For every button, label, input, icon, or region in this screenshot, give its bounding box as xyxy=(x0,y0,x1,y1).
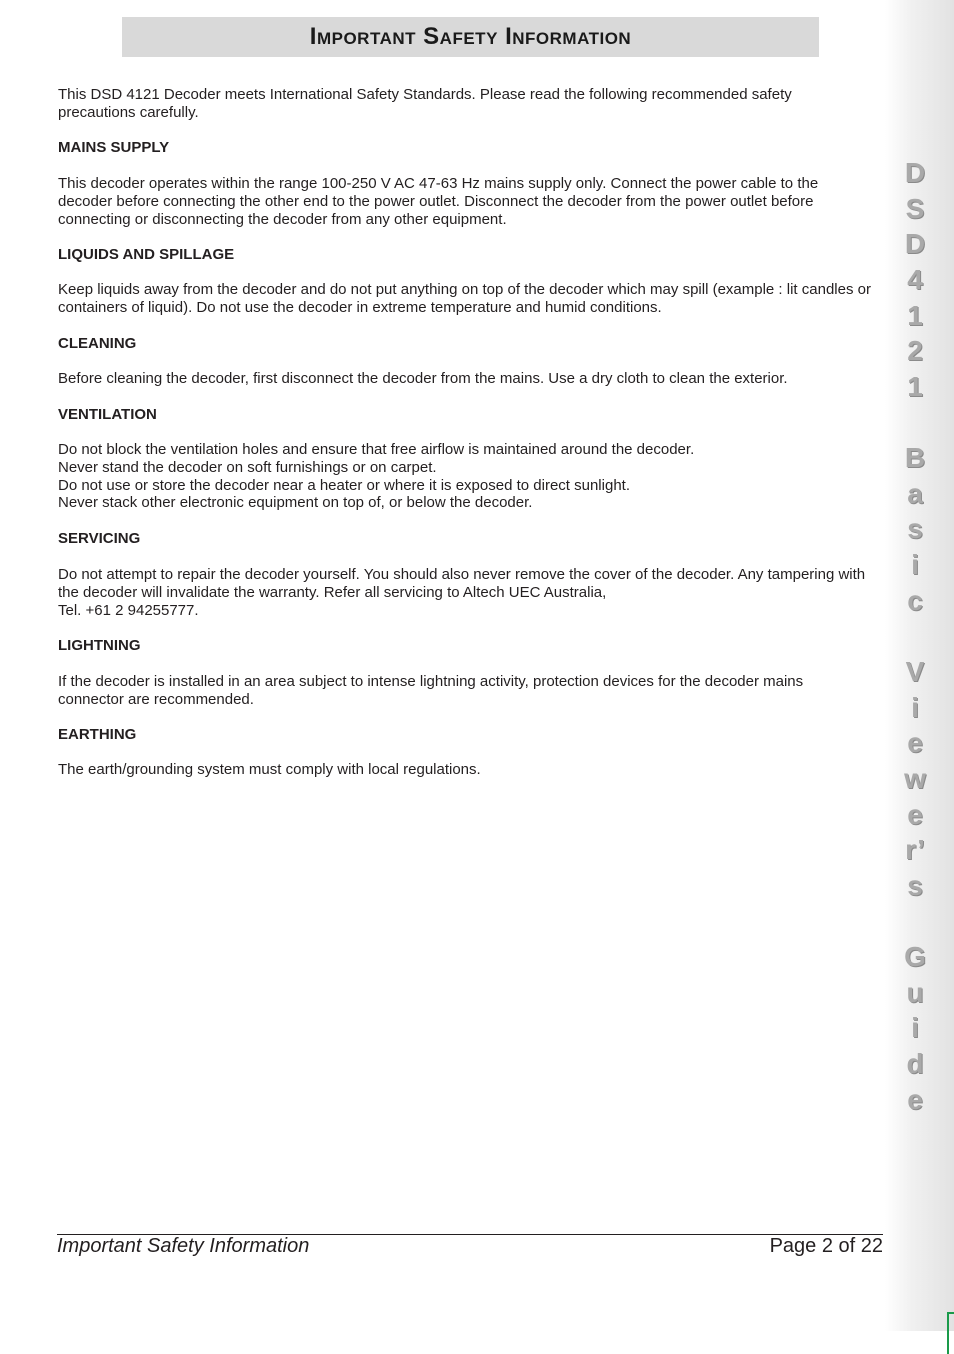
section-line: Never stand the decoder on soft furnishings or on carpet. xyxy=(58,458,437,476)
section-line: Never stack other electronic equipment on top of, or below the decoder. xyxy=(58,494,533,512)
side-title-letter: S xyxy=(905,192,925,224)
section-heading: SERVICING xyxy=(58,530,141,547)
side-title-letter: 1 xyxy=(907,299,923,331)
side-title-letter xyxy=(895,903,935,939)
section-body xyxy=(58,441,873,512)
section-line: Do not block the ventilation holes and ensure that free airflow is maintained around the decoder. xyxy=(58,441,695,458)
side-title-letter: e xyxy=(907,1083,923,1115)
page-number: Page 2 of 22 xyxy=(769,1235,883,1257)
side-title-letter: u xyxy=(906,976,924,1008)
section-line: This decoder operates within the range 100-250 V AC 47-63 Hz mains supply only. Connect the power cable to the decoder before connecting the other end to the power outlet. Disconnect the decoder from the power outlet before connecting or disconnecting the decoder from any other equipment. xyxy=(58,175,819,228)
title-bar xyxy=(122,17,819,57)
section-body xyxy=(58,370,873,388)
section-body xyxy=(58,175,873,228)
side-title-letter: s xyxy=(907,513,923,545)
side-title-letter xyxy=(895,618,935,654)
section-line: Tel. +61 2 94255777. xyxy=(58,601,199,619)
section-body xyxy=(58,673,873,709)
side-title-letter: i xyxy=(911,549,919,581)
section-body xyxy=(58,761,873,779)
section-heading: EARTHING xyxy=(58,726,137,743)
side-title-letter: c xyxy=(907,584,923,616)
section-body xyxy=(58,566,873,619)
section-heading: CLEANING xyxy=(58,335,137,352)
section-heading: LIQUIDS AND SPILLAGE xyxy=(58,246,235,263)
section-heading: MAINS SUPPLY xyxy=(58,139,170,156)
side-title-vertical xyxy=(895,155,935,1117)
side-title-letter: B xyxy=(904,442,926,474)
side-title-letter: w xyxy=(904,762,926,794)
footer-section-title: Important Safety Information xyxy=(57,1235,310,1257)
side-title-letter: i xyxy=(911,691,919,723)
side-title-letter: D xyxy=(904,228,926,260)
section-line: The earth/grounding system must comply with local regulations. xyxy=(58,761,481,778)
side-title-letter: G xyxy=(904,941,926,973)
page-title: Important Safety Information xyxy=(309,23,632,50)
section-line: Keep liquids away from the decoder and do not put anything on top of the decoder which may spill (example : lit candles or containers of liquid). Do not use the decoder in extreme temperature and humid conditions. xyxy=(58,281,871,316)
side-title-letter: 2 xyxy=(907,335,923,367)
section-line: Before cleaning the decoder, first disconnect the decoder from the mains. Use a dry cloth to clean the exterior. xyxy=(58,370,788,387)
section-heading: VENTILATION xyxy=(58,406,157,423)
side-title-letter: 4 xyxy=(907,263,923,295)
side-title-letter: r’ xyxy=(905,834,925,866)
section-line: If the decoder is installed in an area subject to intense lightning activity, protection devices for the decoder mains connector are recommended. xyxy=(58,673,804,708)
intro-paragraph: This DSD 4121 Decoder meets International Safety Standards. Please read the following recommended safety precautions carefully. xyxy=(58,86,792,121)
section-body xyxy=(58,281,873,317)
side-title-letter xyxy=(895,404,935,440)
section-heading: LIGHTNING xyxy=(58,637,141,654)
crop-mark xyxy=(947,1312,949,1354)
section-line: Do not use or store the decoder near a heater or where it is exposed to direct sunlight. xyxy=(58,476,630,494)
section-line: Do not attempt to repair the decoder yourself. You should also never remove the cover of the decoder. Any tampering with the decoder will invalidate the warranty. Refer all servicing to Altech UEC Australia, xyxy=(58,566,866,601)
side-title-letter: s xyxy=(907,869,923,901)
crop-mark xyxy=(947,1312,954,1314)
side-title-letter: V xyxy=(905,655,925,687)
side-title-letter: e xyxy=(907,798,923,830)
side-title-letter: e xyxy=(907,727,923,759)
side-title-letter: D xyxy=(904,157,926,188)
side-title-letter: i xyxy=(911,1012,919,1044)
side-title-letter: 1 xyxy=(907,370,923,402)
side-title-letter: a xyxy=(907,477,923,509)
side-title-letter: d xyxy=(906,1048,924,1080)
